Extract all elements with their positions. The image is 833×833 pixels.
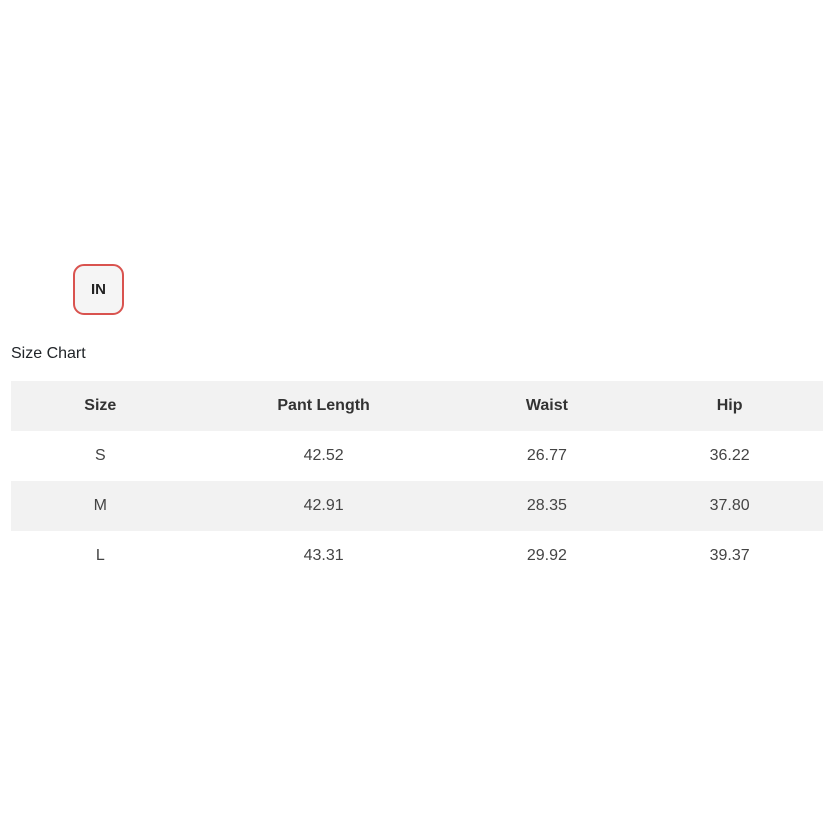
cell-hip: 39.37 [709, 547, 750, 564]
table-row [11, 431, 823, 481]
table-row [11, 531, 823, 581]
cell-size: L [95, 547, 105, 564]
cell-pant-length: 42.52 [303, 447, 344, 464]
table-row [11, 481, 823, 531]
cell-hip: 37.80 [636, 481, 823, 531]
cell-waist: 28.35 [458, 481, 637, 531]
cell-waist: 26.77 [526, 447, 567, 464]
cell-pant-length: 42.91 [190, 481, 458, 531]
column-header-size: Size [11, 381, 190, 431]
cell-size: S [94, 447, 106, 464]
column-header-pant-length: Pant Length [190, 381, 458, 431]
cell-size: M [11, 481, 190, 531]
cell-hip: 36.22 [709, 447, 750, 464]
cell-waist: 29.92 [526, 547, 567, 564]
table-header-row [11, 381, 823, 431]
size-chart-title: Size Chart [11, 345, 86, 362]
column-header-waist: Waist [458, 381, 637, 431]
unit-toggle-button[interactable]: IN [73, 264, 124, 315]
size-chart-table [11, 381, 823, 581]
cell-pant-length: 43.31 [303, 547, 344, 564]
column-header-hip: Hip [636, 381, 823, 431]
